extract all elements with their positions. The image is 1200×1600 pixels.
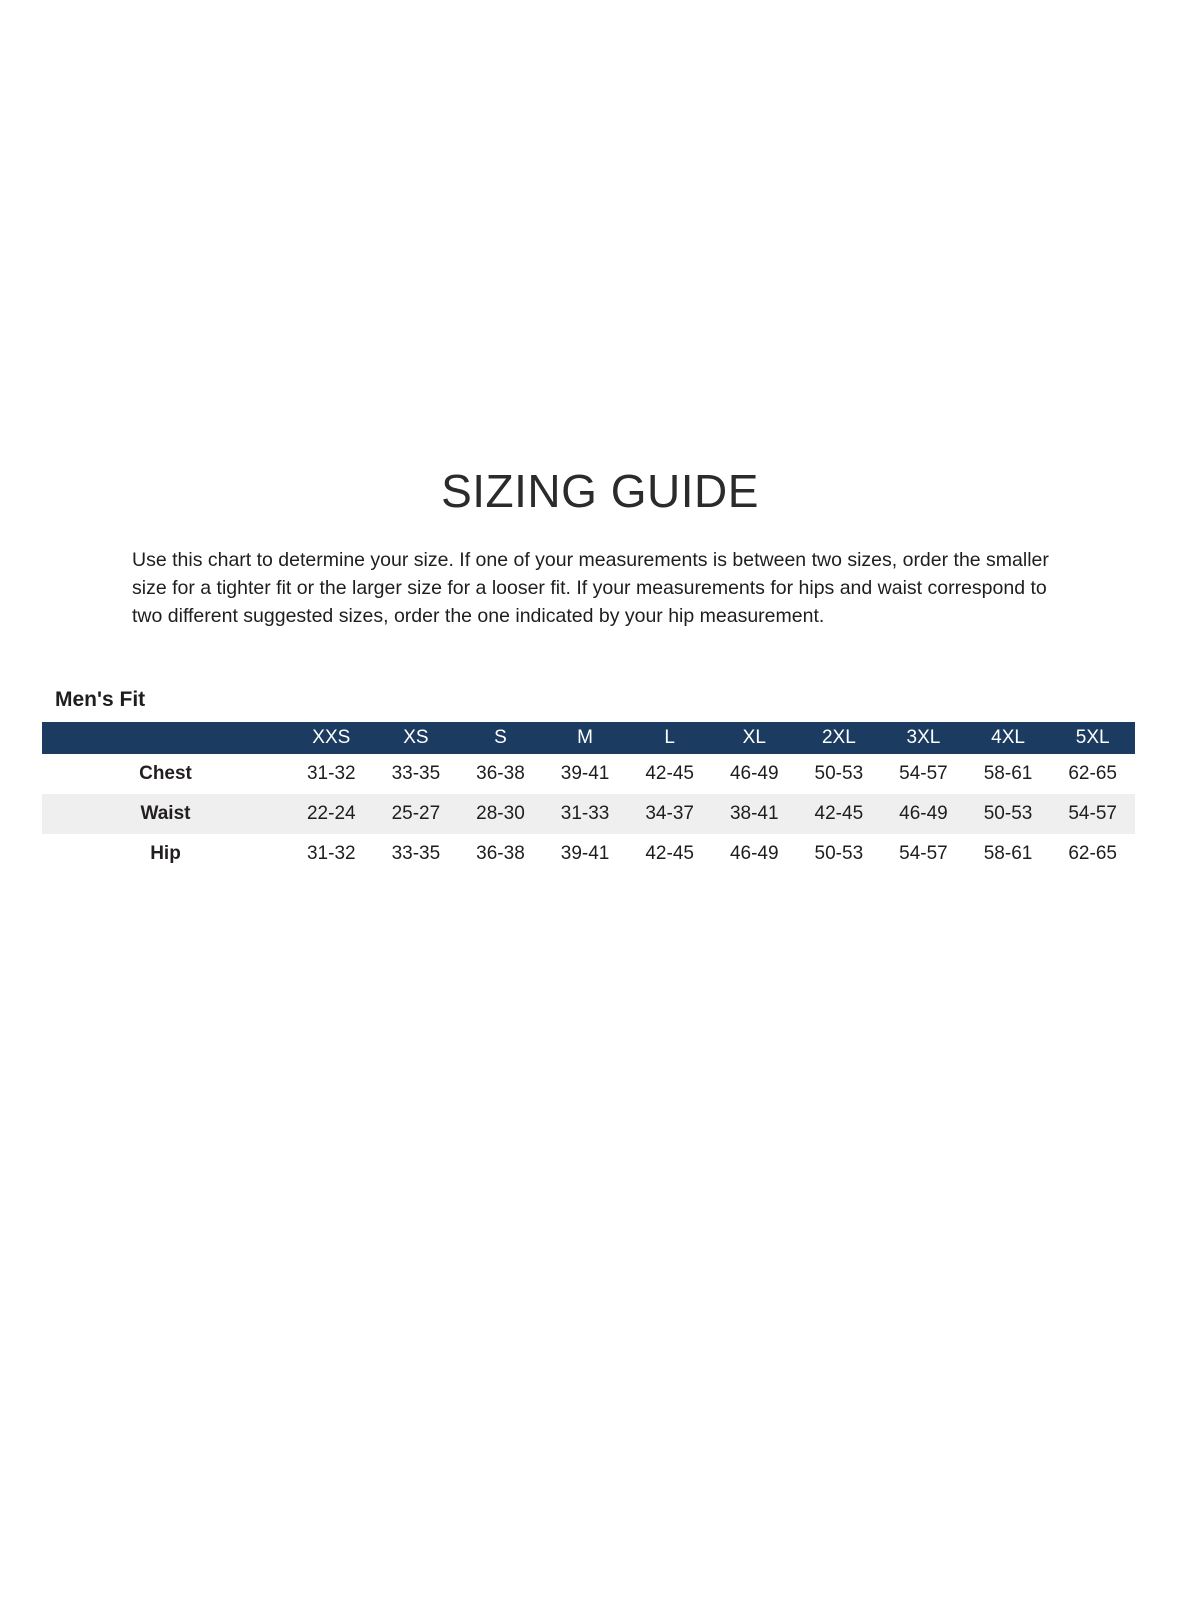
cell-waist-xs: 25-27 (391, 803, 441, 824)
cell-chest-s: 36-38 (476, 763, 525, 784)
header-cell-2xl: 2XL (821, 727, 856, 748)
intro-text: Use this chart to determine your size. If one of your measurements is between two sizes, order the smaller size for a tighter fit or the larger size for a looser fit. If your measurements for hips and waist correspond to two different suggested sizes, order the one indicated by your hip measurement. (132, 549, 1049, 627)
cell-chest-4xl: 58-61 (983, 763, 1033, 784)
cell-hip-2xl: 50-53 (814, 843, 864, 864)
cell-chest-xxs: 31-32 (306, 763, 356, 784)
cell-waist-xxs: 22-24 (306, 803, 356, 824)
cell-waist-3xl: 46-49 (899, 803, 948, 824)
cell-hip-xs: 33-35 (391, 843, 441, 864)
cell-chest-m: 39-41 (560, 763, 610, 784)
table-row-chest (42, 754, 1135, 794)
section-label-mens-fit: Men's Fit (55, 688, 146, 711)
cell-chest-xl: 46-49 (729, 763, 779, 784)
header-cell-4xl: 4XL (991, 727, 1025, 748)
cell-waist-5xl: 54-57 (1068, 803, 1117, 824)
cell-chest-l: 42-45 (645, 763, 694, 784)
cell-hip-m: 39-41 (560, 843, 610, 864)
cell-chest-xs: 33-35 (391, 763, 441, 784)
header-cell-3xl: 3XL (906, 727, 941, 748)
cell-chest-5xl: 62-65 (1068, 763, 1117, 784)
cell-waist-4xl: 50-53 (983, 803, 1033, 824)
cell-waist-xl: 38-41 (729, 803, 779, 824)
table-header-row (42, 722, 1135, 754)
sizing-table (42, 722, 1135, 874)
cell-chest-3xl: 54-57 (899, 763, 948, 784)
table-row-waist (42, 794, 1135, 834)
table-row-hip (42, 834, 1135, 874)
cell-waist-m: 31-33 (560, 803, 610, 824)
cell-waist-s: 28-30 (476, 803, 525, 824)
cell-chest-2xl: 50-53 (814, 763, 864, 784)
header-cell-xl: XL (742, 727, 766, 748)
header-cell-xxs: XXS (312, 727, 351, 748)
cell-hip-l: 42-45 (645, 843, 694, 864)
header-cell-l: L (664, 727, 675, 748)
cell-hip-3xl: 54-57 (899, 843, 948, 864)
cell-hip-xxs: 31-32 (306, 843, 356, 864)
header-cell-blank (42, 722, 289, 754)
cell-hip-s: 36-38 (476, 843, 525, 864)
cell-hip-5xl: 62-65 (1068, 843, 1117, 864)
row-label-chest: Chest (139, 763, 192, 784)
cell-hip-xl: 46-49 (729, 843, 779, 864)
row-label-hip: Hip (150, 843, 181, 864)
cell-hip-4xl: 58-61 (983, 843, 1033, 864)
page-title: SIZING GUIDE (441, 465, 759, 517)
header-cell-s: S (494, 727, 507, 748)
header-cell-xs: XS (403, 727, 429, 748)
cell-waist-2xl: 42-45 (814, 803, 864, 824)
header-cell-m: M (577, 727, 593, 748)
cell-waist-l: 34-37 (645, 803, 694, 824)
row-label-waist: Waist (140, 803, 191, 824)
header-cell-5xl: 5XL (1075, 727, 1110, 748)
